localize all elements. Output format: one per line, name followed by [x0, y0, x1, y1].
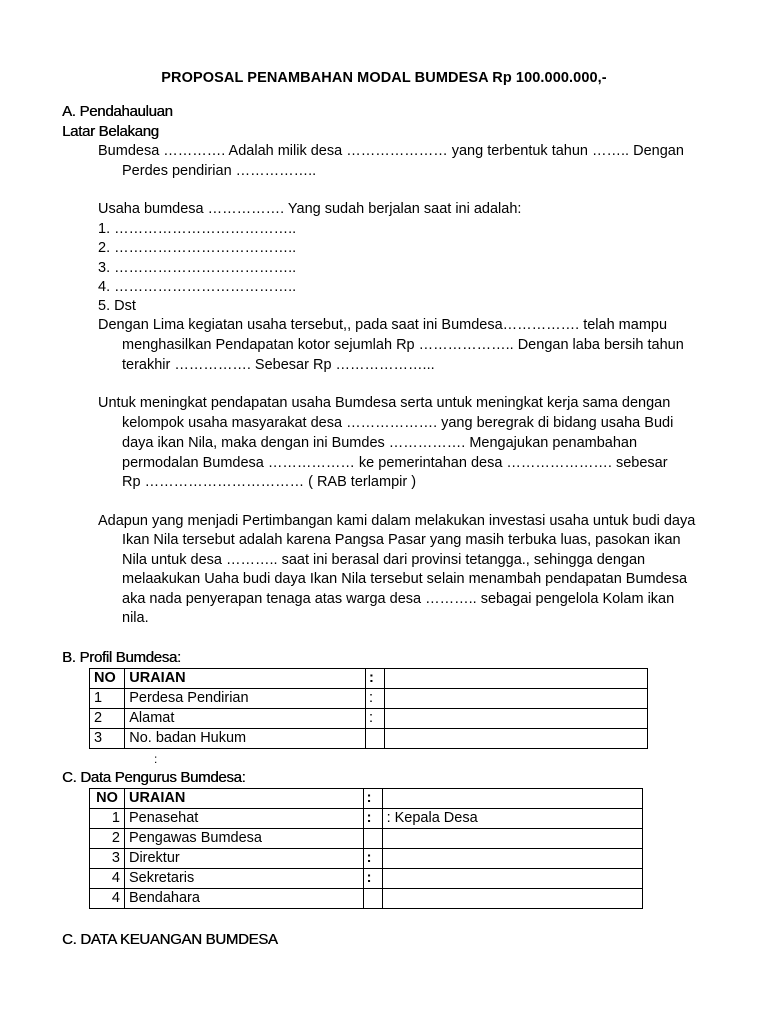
row-uraian: Pengawas Bumdesa [124, 829, 363, 849]
header-value [385, 669, 648, 689]
table-row [90, 689, 648, 709]
row-no: 4 [90, 889, 125, 909]
header-colon: : [363, 789, 382, 809]
header-uraian: URAIAN [124, 789, 363, 809]
paragraph-4-line-2: kelompok usaha masyarakat desa ………………. yang beregrak di bidang usaha Budi [122, 415, 674, 431]
header-value [382, 789, 642, 809]
row-uraian: No. badan Hukum [125, 729, 366, 749]
paragraph-4-line-5: Rp …………………………… ( RAB terlampir ) [122, 474, 417, 490]
table-row [90, 729, 648, 749]
row-value [385, 729, 648, 749]
header-uraian: URAIAN [125, 669, 366, 689]
section-b-heading: B. Profil Bumdesa: [62, 649, 181, 666]
paragraph-5-line-4: melaakukan Uaha budi daya Ikan Nila tersebut selain menambah pendapatan Bumdesa [122, 571, 688, 587]
row-no: 2 [90, 709, 125, 729]
row-colon [365, 729, 384, 749]
paragraph-3-line-3: terakhir ……………. Sebesar Rp ………………... [122, 357, 435, 373]
paragraph-4-line-3: daya ikan Nila, maka dengan ini Bumdes ……………. Mengajukan penambahan [122, 435, 638, 451]
pengurus-table [89, 788, 643, 909]
list-item: 5. Dst [98, 298, 136, 314]
row-colon: : [365, 709, 384, 729]
table-row [90, 849, 643, 869]
row-value [385, 709, 648, 729]
row-colon: : [363, 869, 382, 889]
paragraph-4-line-1: Untuk meningkat pendapatan usaha Bumdesa serta untuk meningkat kerja sama dengan [98, 395, 671, 411]
list-item: 4. ……………………………….. [98, 279, 297, 295]
list-item: 3. ……………………………….. [98, 260, 297, 276]
row-no: 4 [90, 869, 125, 889]
section-a-subheading: Latar Belakang [62, 123, 159, 140]
row-uraian: Alamat [125, 709, 366, 729]
paragraph-1-line-1: Bumdesa …………. Adalah milik desa ………………… yang terbentuk tahun …….. Dengan [98, 143, 684, 159]
row-colon [363, 829, 382, 849]
row-colon: : [363, 849, 382, 869]
row-no: 3 [90, 849, 125, 869]
table-row [90, 889, 643, 909]
list-item: 1. ……………………………….. [98, 221, 297, 237]
paragraph-5-line-6: nila. [122, 610, 149, 626]
row-uraian: Penasehat [124, 809, 363, 829]
paragraph-5-line-3: Nila untuk desa ……….. saat ini berasal dari provinsi tetangga., sehingga dengan [122, 552, 646, 568]
row-uraian: Sekretaris [124, 869, 363, 889]
row-colon: : [365, 689, 384, 709]
paragraph-1-line-2: Perdes pendirian …………….. [122, 163, 317, 179]
row-uraian: Perdesa Pendirian [125, 689, 366, 709]
header-colon: : [365, 669, 384, 689]
paragraph-5-line-1: Adapun yang menjadi Pertimbangan kami dalam melakukan investasi usaha untuk budi daya [98, 513, 696, 529]
list-item: 2. ……………………………….. [98, 240, 297, 256]
row-value: : Kepala Desa [382, 809, 642, 829]
stray-colon: : [154, 752, 158, 766]
table-row [90, 809, 643, 829]
row-value [382, 869, 642, 889]
row-value [382, 829, 642, 849]
section-a-heading: A. Pendahauluan [62, 103, 173, 120]
row-value [382, 889, 642, 909]
row-no: 1 [90, 809, 125, 829]
table-header-row [90, 789, 643, 809]
table-header-row [90, 669, 648, 689]
row-value [385, 689, 648, 709]
table-row [90, 829, 643, 849]
row-no: 2 [90, 829, 125, 849]
paragraph-5-line-2: Ikan Nila tersebut adalah karena Pangsa Pasar yang masih terbuka luas, pasokan ikan [122, 532, 681, 548]
header-no: NO [90, 669, 125, 689]
paragraph-4-line-4: permodalan Bumdesa ……………… ke pemerintahan desa …………………. sebesar [122, 455, 668, 471]
profil-bumdesa-table [89, 668, 648, 749]
row-no: 1 [90, 689, 125, 709]
paragraph-3-line-1: Dengan Lima kegiatan usaha tersebut,, pada saat ini Bumdesa……………. telah mampu [98, 317, 668, 333]
row-colon [363, 889, 382, 909]
paragraph-5-line-5: aka nada penyerapan tenaga atas warga desa ……….. sebagai pengelola Kolam ikan [122, 591, 675, 607]
document-title: PROPOSAL PENAMBAHAN MODAL BUMDESA Rp 100.000.000,- [161, 70, 607, 86]
header-no: NO [90, 789, 125, 809]
table-row [90, 709, 648, 729]
table-row [90, 869, 643, 889]
row-colon: : [363, 809, 382, 829]
paragraph-3-line-2: menghasilkan Pendapatan kotor sejumlah Rp ……………….. Dengan laba bersih tahun [122, 337, 684, 353]
paragraph-2-intro: Usaha bumdesa ……………. Yang sudah berjalan saat ini adalah: [98, 201, 522, 217]
row-value [382, 849, 642, 869]
row-uraian: Bendahara [124, 889, 363, 909]
row-no: 3 [90, 729, 125, 749]
row-uraian: Direktur [124, 849, 363, 869]
section-c-pengurus-heading: C. Data Pengurus Bumdesa: [62, 769, 246, 786]
section-c-keuangan-heading: C. DATA KEUANGAN BUMDESA [62, 931, 278, 948]
